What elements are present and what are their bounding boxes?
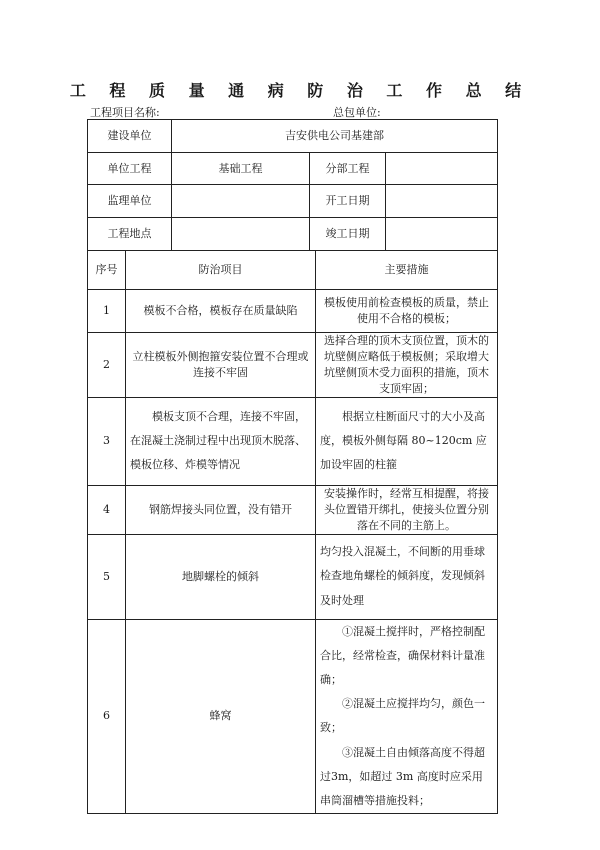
table-row	[88, 290, 498, 333]
header-item: 防治项目	[126, 251, 316, 290]
supervision-value	[172, 185, 310, 218]
header-no: 序号	[88, 251, 126, 290]
row-item: 模板不合格，模板存在质量缺陷	[126, 290, 316, 333]
table-row	[88, 218, 498, 251]
table-row	[88, 153, 498, 185]
unit-project-label: 单位工程	[88, 153, 172, 185]
table-row	[88, 485, 498, 534]
measure-line: ①混凝土搅拌时，严格控制配合比，经常检查，确保材料计量准确；	[320, 624, 485, 686]
unit-project-value: 基础工程	[172, 153, 310, 185]
sub-project-value	[386, 153, 498, 185]
row-measure-list	[316, 619, 498, 814]
start-date-value	[386, 185, 498, 218]
row-measure: 根据立柱断面尺寸的大小及高度，模板外侧每隔 80~120cm 应加设牢固的柱箍	[316, 397, 498, 485]
project-info-table	[87, 119, 498, 251]
measure-line: ③混凝土自由倾落高度不得超过3m，如超过 3m 高度时应采用串筒溜槽等措施投料；	[320, 745, 485, 807]
row-no: 6	[88, 619, 126, 814]
row-item: 蜂窝	[126, 619, 316, 814]
row-measure: 均匀投入混凝土，不间断的用垂球检查地角螺栓的倾斜度，发现倾斜及时处理	[316, 534, 498, 619]
row-item: 立柱模板外侧抱箍安装位置不合理或连接不牢固	[126, 333, 316, 398]
row-measure: 模板使用前检查模板的质量，禁止使用不合格的模板；	[316, 290, 498, 333]
row-item: 钢筋焊接头同位置，没有错开	[126, 485, 316, 534]
row-measure: 选择合理的顶木支顶位置，顶木的坑壁侧应略低于模板侧；采取增大坑壁侧顶木受力面积的措施，顶木支顶牢固；	[316, 333, 498, 398]
table-row	[88, 397, 498, 485]
row-no: 1	[88, 290, 126, 333]
row-item: 地脚螺栓的倾斜	[126, 534, 316, 619]
table-header-row	[88, 251, 498, 290]
row-measure: 安装操作时，经常互相提醒，将接头位置错开绑扎，使接头位置分别落在不同的主筋上。	[316, 485, 498, 534]
construction-unit-value: 吉安供电公司基建部	[172, 120, 498, 153]
table-row	[88, 619, 498, 814]
row-no: 2	[88, 333, 126, 398]
start-date-label: 开工日期	[310, 185, 386, 218]
row-no: 5	[88, 534, 126, 619]
location-value	[172, 218, 310, 251]
table-row	[88, 333, 498, 398]
row-no: 4	[88, 485, 126, 534]
location-label: 工程地点	[88, 218, 172, 251]
construction-unit-label: 建设单位	[88, 120, 172, 153]
table-row	[88, 534, 498, 619]
row-item: 模板支顶不合理，连接不牢固，在混凝土浇制过程中出现顶木脱落、模板位移、炸模等情况	[126, 397, 316, 485]
header-measure: 主要措施	[316, 251, 498, 290]
page-title: 工 程 质 量 通 病 防 治 工 作 总 结	[69, 81, 531, 100]
table-row	[88, 185, 498, 218]
measure-line: ②混凝土应搅拌均匀，颜色一致；	[320, 697, 485, 735]
sub-project-label: 分部工程	[310, 153, 386, 185]
measures-table	[87, 250, 498, 814]
table-row	[88, 120, 498, 153]
supervision-label: 监理单位	[88, 185, 172, 218]
project-name-label: 工程项目名称:	[90, 106, 160, 119]
general-contractor-label: 总包单位:	[333, 106, 381, 119]
completion-date-label: 竣工日期	[310, 218, 386, 251]
completion-date-value	[386, 218, 498, 251]
row-no: 3	[88, 397, 126, 485]
